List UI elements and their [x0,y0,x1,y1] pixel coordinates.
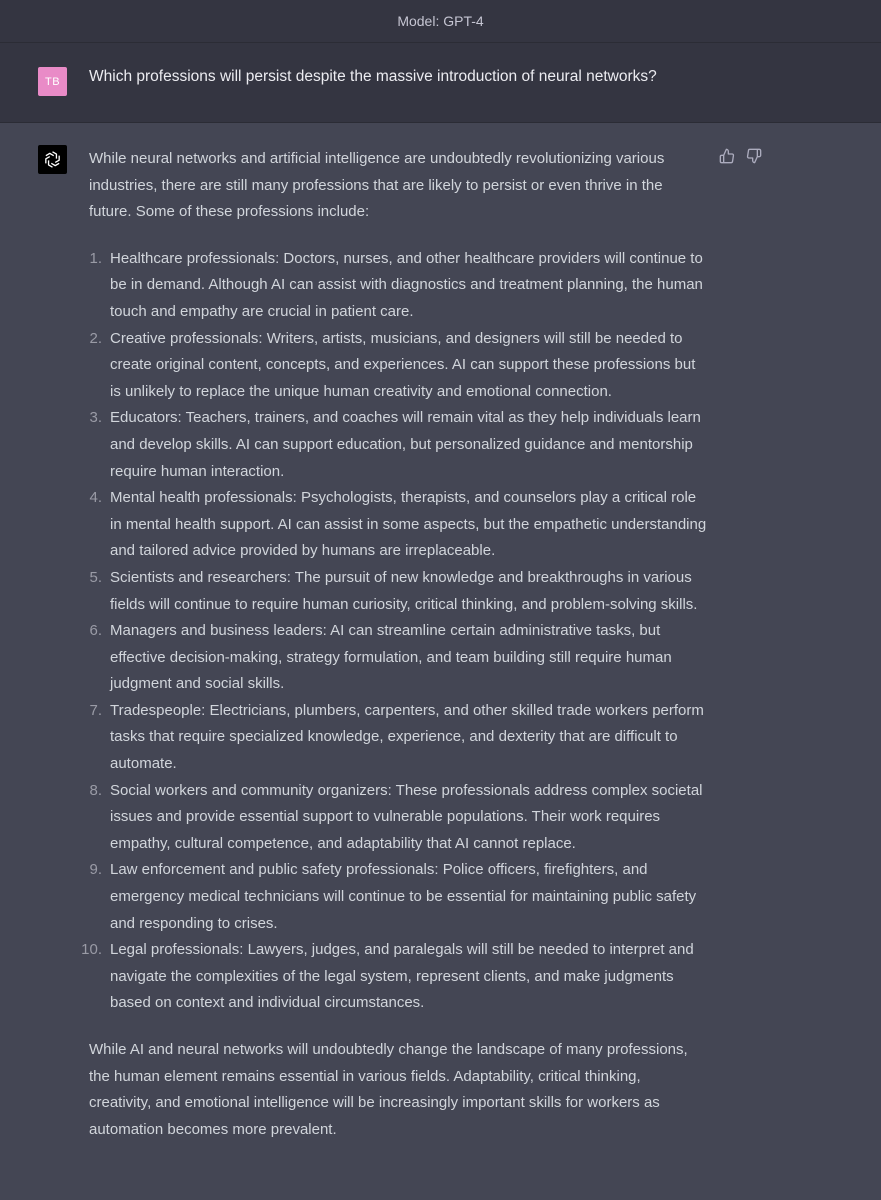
list-item [81,937,707,1017]
list-item [89,565,707,618]
list-item [89,405,707,485]
list-item [89,618,707,698]
professions-list [81,246,707,1017]
list-item-number: 8. [89,781,102,799]
assistant-message [0,123,881,1200]
response-intro: While neural networks and artificial intelligence are undoubtedly revolutionizing various industries, there are still many professions that are likely to persist or even thrive in the future. Some of these professions include: [89,150,665,221]
list-item-number: 5. [89,568,102,586]
list-item [89,698,707,778]
list-item [89,857,707,937]
list-item-number: 9. [89,861,102,879]
thumbs-down-button[interactable] [745,147,763,165]
user-message [0,43,881,123]
list-item-text: Legal professionals: Lawyers, judges, and paralegals will still be needed to interpret and navigate the complexities of the legal system, represent clients, and make judgments based on context and individual circumstances. [110,941,694,1012]
list-item-text: Educators: Teachers, trainers, and coaches will remain vital as they help individuals learn and develop skills. AI can support education, but personalized guidance and mentorship require human interaction. [110,409,701,480]
list-item-text: Social workers and community organizers: These professionals address complex societal issues and provide essential support to vulnerable populations. Their work requires empathy, cultural competence, and adaptability that AI cannot replace. [110,781,703,852]
list-item-text: Creative professionals: Writers, artists, musicians, and designers will still be needed to create original content, concepts, and experiences. AI can support these professions but is unlikely to replace the unique human creativity and emotional connection. [110,329,696,400]
list-item-number: 6. [89,622,102,640]
list-item [89,485,707,565]
model-label: Model: GPT-4 [397,13,484,29]
thumbs-up-icon [719,148,735,164]
user-avatar-initials: TB [44,75,61,88]
list-item-number: 2. [89,329,102,347]
user-message-text: Which professions will persist despite the massive introduction of neural networks? [89,68,657,85]
openai-logo-icon [38,145,67,174]
thumbs-down-icon [746,148,762,164]
list-item-text: Scientists and researchers: The pursuit of new knowledge and breakthroughs in various fields will continue to require human curiosity, critical thinking, and problem-solving skills. [110,568,698,613]
list-item-number: 3. [89,409,102,427]
assistant-response [81,146,707,1143]
list-item [89,778,707,858]
list-item [89,326,707,406]
list-item-number: 10. [81,941,102,959]
list-item-text: Healthcare professionals: Doctors, nurses, and other healthcare providers will continue to be in demand. Although AI can assist with diagnostics and treatment planning, the human touch and empathy are crucial in patient care. [110,249,703,320]
list-item-number: 4. [89,489,102,507]
list-item-text: Mental health professionals: Psychologists, therapists, and counselors play a critical role in mental health support. AI can assist in some aspects, but the empathetic understanding and tailored advice provided by humans are irreplaceable. [110,489,707,560]
list-item-text: Managers and business leaders: AI can streamline certain administrative tasks, but effective decision-making, strategy formulation, and team building still require human judgment and social skills. [110,622,672,693]
list-item-number: 7. [89,701,102,719]
list-item [89,246,707,326]
list-item-number: 1. [89,249,102,267]
thumbs-up-button[interactable] [718,147,736,165]
user-avatar [38,67,67,96]
list-item-text: Law enforcement and public safety professionals: Police officers, firefighters, and emergency medical technicians will continue to be essential for maintaining public safety and responding to crises. [110,861,697,932]
list-item-text: Tradespeople: Electricians, plumbers, carpenters, and other skilled trade workers perform tasks that require specialized knowledge, experience, and dexterity that are difficult to automate. [110,701,704,773]
model-header [0,0,881,43]
response-conclusion: While AI and neural networks will undoubtedly change the landscape of many professions, the human element remains essential in various fields. Adaptability, critical thinking, creativity, and emotional intelligence will be increasingly important skills for workers as automation becomes more prevalent. [89,1041,688,1138]
